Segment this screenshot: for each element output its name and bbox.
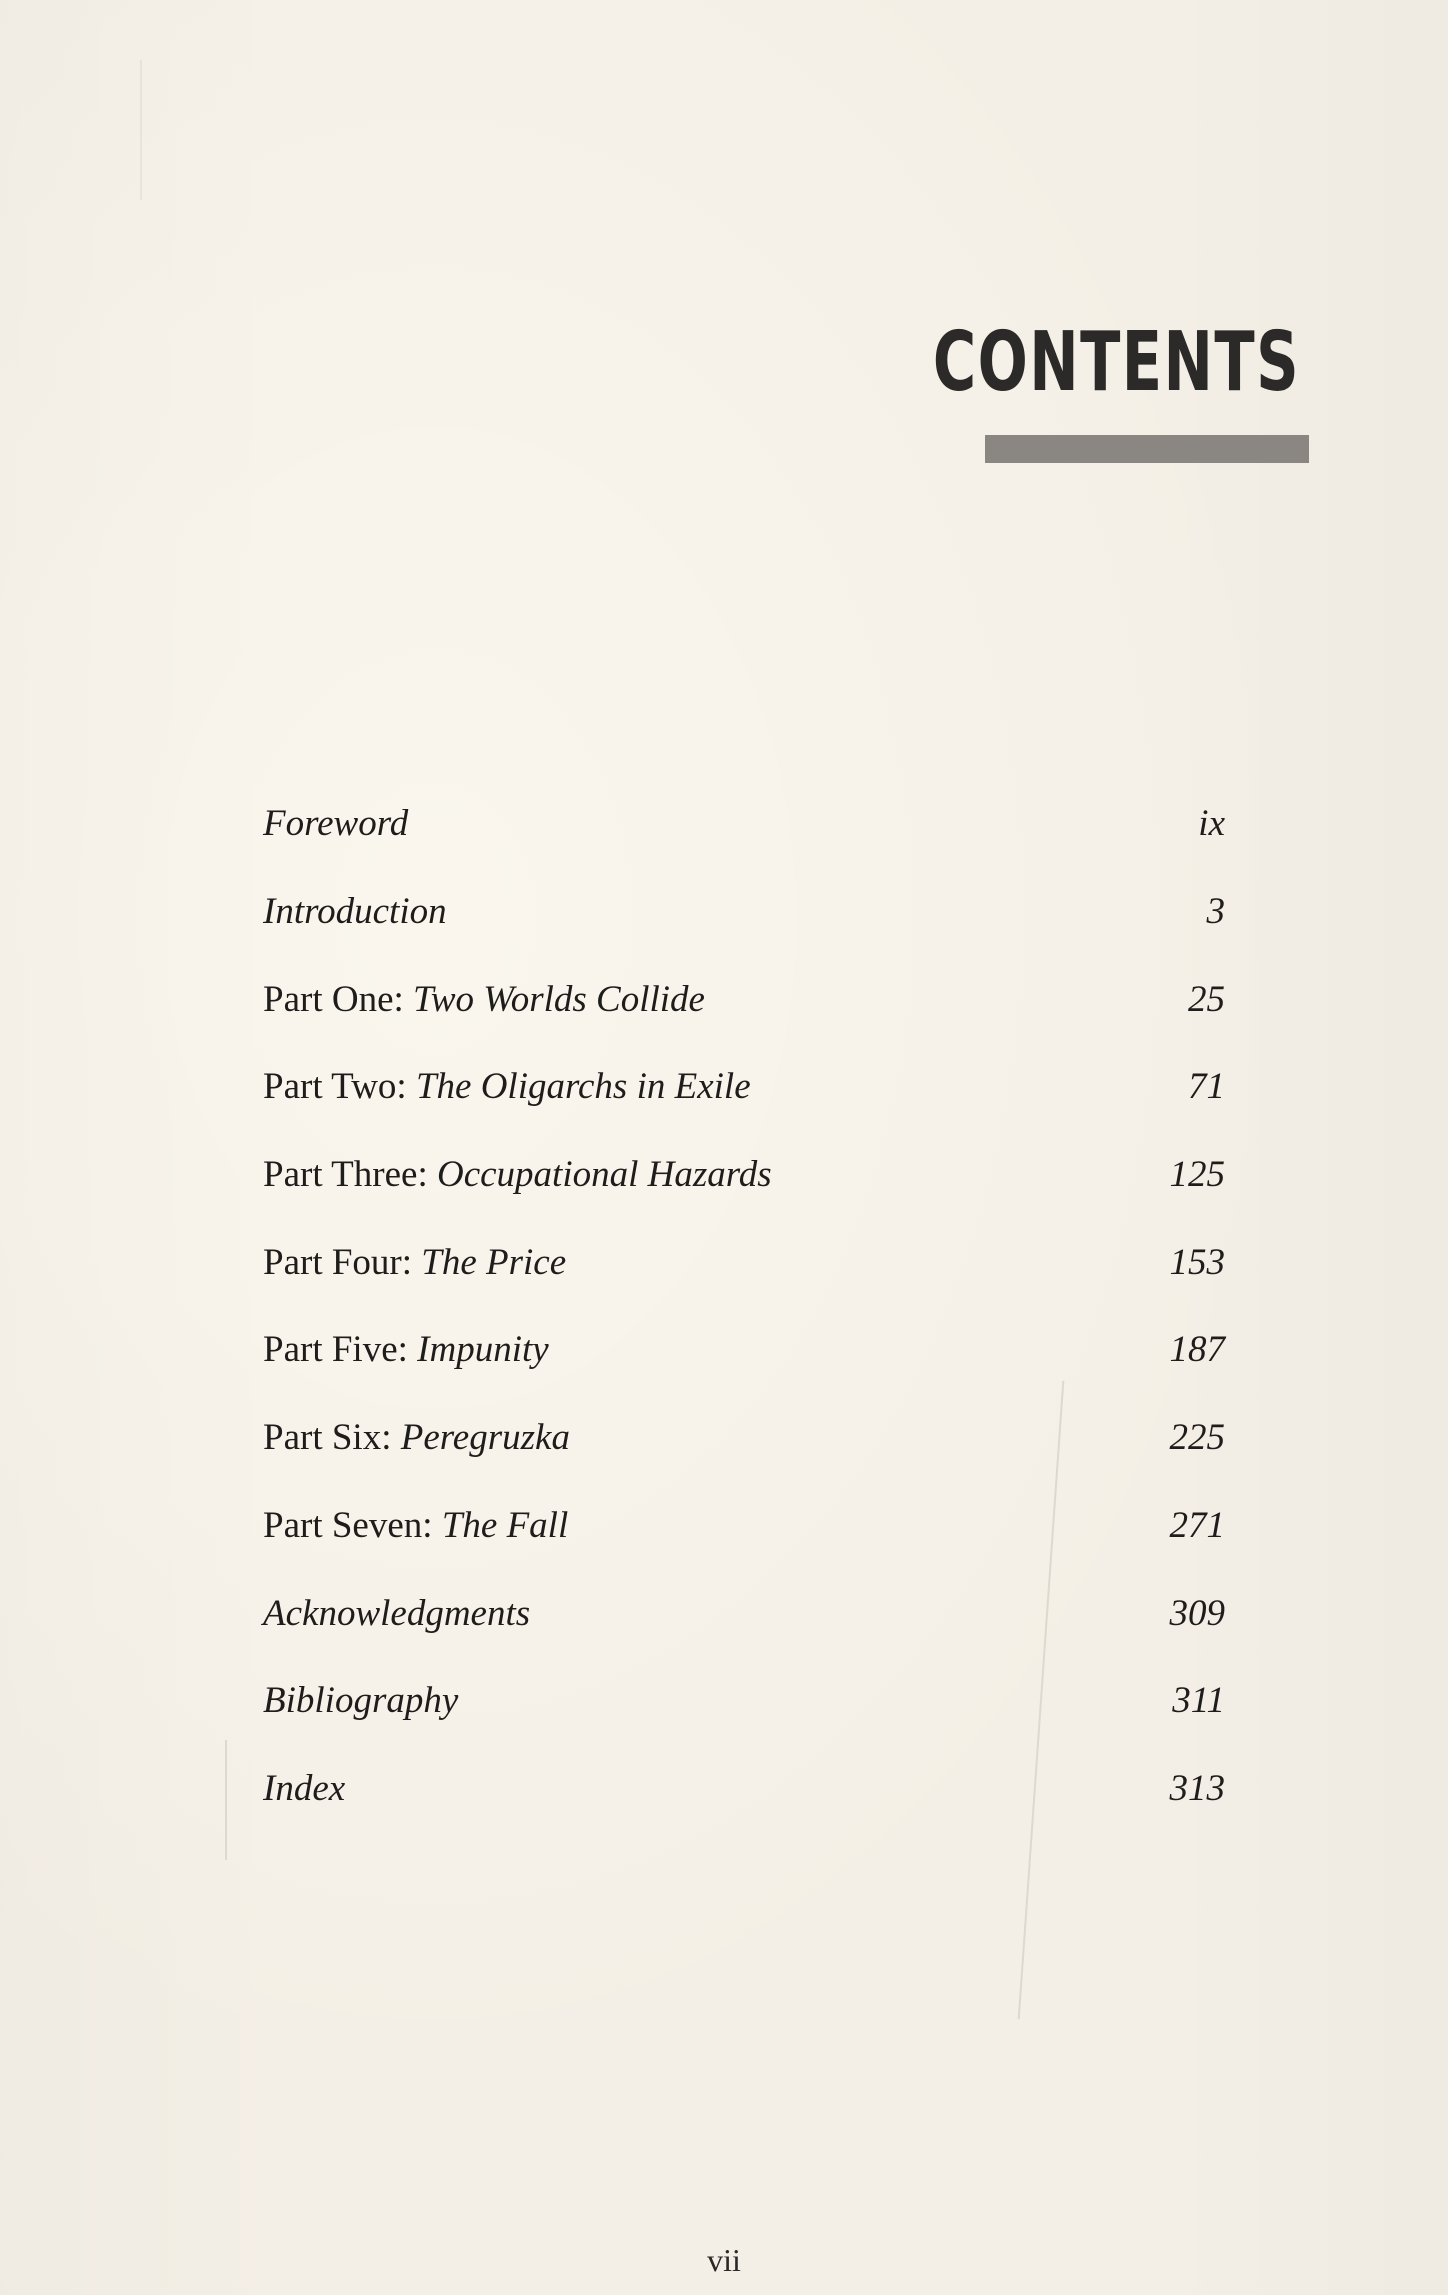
toc-entry	[263, 1131, 1225, 1219]
entry-title	[263, 1679, 458, 1722]
entry-page-number: 187	[1169, 1329, 1225, 1371]
entry-name: Foreword	[263, 803, 409, 845]
entry-page-number: 3	[1206, 891, 1225, 933]
entry-page-number: 71	[1188, 1066, 1225, 1108]
entry-title	[263, 890, 447, 933]
entry-page-number: 125	[1169, 1154, 1225, 1196]
paper-crease	[140, 60, 142, 200]
entry-part-label: Part Six:	[263, 1417, 401, 1459]
entry-name: Occupational Hazards	[436, 1154, 772, 1196]
toc-entry	[263, 1218, 1225, 1306]
entry-name: Index	[263, 1767, 346, 1809]
title-underline-bar	[985, 435, 1309, 463]
table-of-contents	[263, 780, 1225, 1832]
toc-entry	[263, 1043, 1225, 1131]
entry-name: Two Worlds Collide	[413, 978, 705, 1020]
entry-title	[263, 1065, 751, 1108]
entry-page-number: 313	[1169, 1767, 1225, 1809]
entry-name: Bibliography	[263, 1680, 459, 1722]
entry-title	[263, 1153, 772, 1196]
toc-entry	[263, 868, 1225, 956]
page-title: CONTENTS	[932, 315, 1300, 410]
entry-part-label: Part Two:	[263, 1066, 416, 1108]
entry-name: Impunity	[417, 1329, 549, 1371]
entry-part-label: Part Seven:	[263, 1504, 442, 1546]
page-number: vii	[707, 2242, 741, 2278]
entry-page-number: 153	[1169, 1241, 1225, 1283]
toc-entry	[263, 955, 1225, 1043]
toc-entry	[263, 1745, 1225, 1833]
entry-part-label: Part One:	[263, 978, 414, 1020]
entry-page-number: 271	[1169, 1504, 1225, 1546]
entry-part-label: Part Five:	[263, 1329, 418, 1371]
entry-title	[263, 1241, 566, 1284]
entry-page-number: ix	[1198, 803, 1225, 845]
entry-page-number: 311	[1172, 1680, 1225, 1722]
entry-name: Introduction	[263, 891, 447, 933]
entry-name: The Fall	[441, 1504, 569, 1546]
entry-title	[263, 978, 705, 1021]
toc-entry	[263, 1569, 1225, 1657]
entry-title	[263, 1767, 345, 1810]
toc-entry	[263, 780, 1225, 868]
toc-entry	[263, 1482, 1225, 1570]
entry-name: The Price	[421, 1241, 567, 1283]
entry-part-label: Part Four:	[263, 1241, 422, 1283]
entry-page-number: 309	[1169, 1592, 1225, 1634]
entry-title	[263, 1416, 570, 1459]
toc-entry	[263, 1657, 1225, 1745]
entry-title	[263, 1592, 530, 1635]
entry-name: Peregruzka	[400, 1417, 570, 1459]
entry-title	[263, 1504, 568, 1547]
toc-entry	[263, 1394, 1225, 1482]
paper-crease	[225, 1740, 227, 1860]
entry-part-label: Part Three:	[263, 1154, 437, 1196]
entry-name: Acknowledgments	[263, 1592, 531, 1634]
entry-title	[263, 802, 408, 845]
entry-name: The Oligarchs in Exile	[415, 1066, 751, 1108]
entry-page-number: 225	[1169, 1417, 1225, 1459]
entry-page-number: 25	[1188, 978, 1225, 1020]
entry-title	[263, 1328, 549, 1371]
toc-entry	[263, 1306, 1225, 1394]
